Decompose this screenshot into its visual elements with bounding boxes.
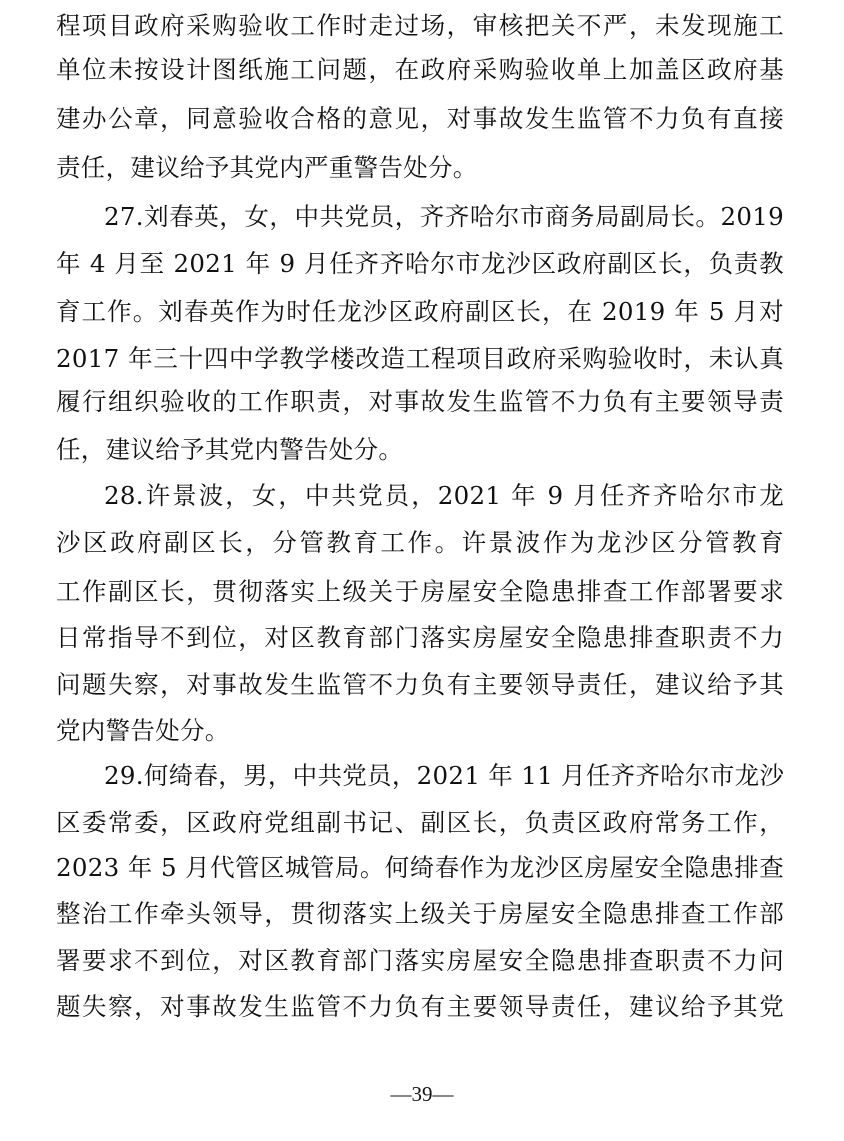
text-line: 党内警告处分。 [56, 716, 230, 745]
text-line: 育工作。刘春英作为时任龙沙区政府副区长，在 2019 年 5 月对 [56, 297, 784, 326]
text-line: 整治工作牵头领导，贯彻落实上级关于房屋安全隐患排查工作部 [56, 899, 784, 928]
text-line: 题失察，对事故发生监管不力负有主要领导责任，建议给予其党 [56, 992, 784, 1021]
text-line: 问题失察，对事故发生监管不力负有主要领导责任，建议给予其 [56, 670, 784, 699]
paragraph-27-first-line: 27.刘春英，女，中共党员，齐齐哈尔市商务局副局长。2019 [104, 202, 784, 231]
text-line: 任，建议给予其党内警告处分。 [56, 435, 404, 464]
text-line: 署要求不到位，对区教育部门落实房屋安全隐患排查职责不力问 [56, 946, 784, 975]
paragraph-29-first-line: 29.何绮春，男，中共党员，2021 年 11 月任齐齐哈尔市龙沙 [104, 761, 785, 790]
text-line: 沙区政府副区长，分管教育工作。许景波作为龙沙区分管教育 [56, 528, 784, 557]
text-line: 工作副区长，贯彻落实上级关于房屋安全隐患排查工作部署要求 [56, 577, 784, 606]
text-line: 责任，建议给予其党内严重警告处分。 [56, 153, 478, 182]
text-line: 日常指导不到位，对区教育部门落实房屋安全隐患排查职责不力 [56, 623, 784, 652]
text-line: 程项目政府采购验收工作时走过场，审核把关不严，未发现施工 [56, 11, 784, 40]
text-line: 区委常委，区政府党组副书记、副区长，负责区政府常务工作， [56, 808, 784, 837]
text-line: 年 4 月至 2021 年 9 月任齐齐哈尔市龙沙区政府副区长，负责教 [56, 249, 784, 278]
page-number: —39— [390, 1082, 454, 1106]
text-line: 单位未按设计图纸施工问题，在政府采购验收单上加盖区政府基 [56, 55, 784, 84]
text-line: 建办公章，同意验收合格的意见，对事故发生监管不力负有直接 [56, 104, 784, 133]
text-line: 2023 年 5 月代管区城管局。何绮春作为龙沙区房屋安全隐患排查 [56, 853, 784, 882]
paragraph-28-first-line: 28.许景波，女，中共党员，2021 年 9 月任齐齐哈尔市龙 [104, 481, 784, 510]
text-line: 2017 年三十四中学教学楼改造工程项目政府采购验收时，未认真 [56, 344, 784, 373]
text-line: 履行组织验收的工作职责，对事故发生监管不力负有主要领导责 [56, 387, 784, 416]
